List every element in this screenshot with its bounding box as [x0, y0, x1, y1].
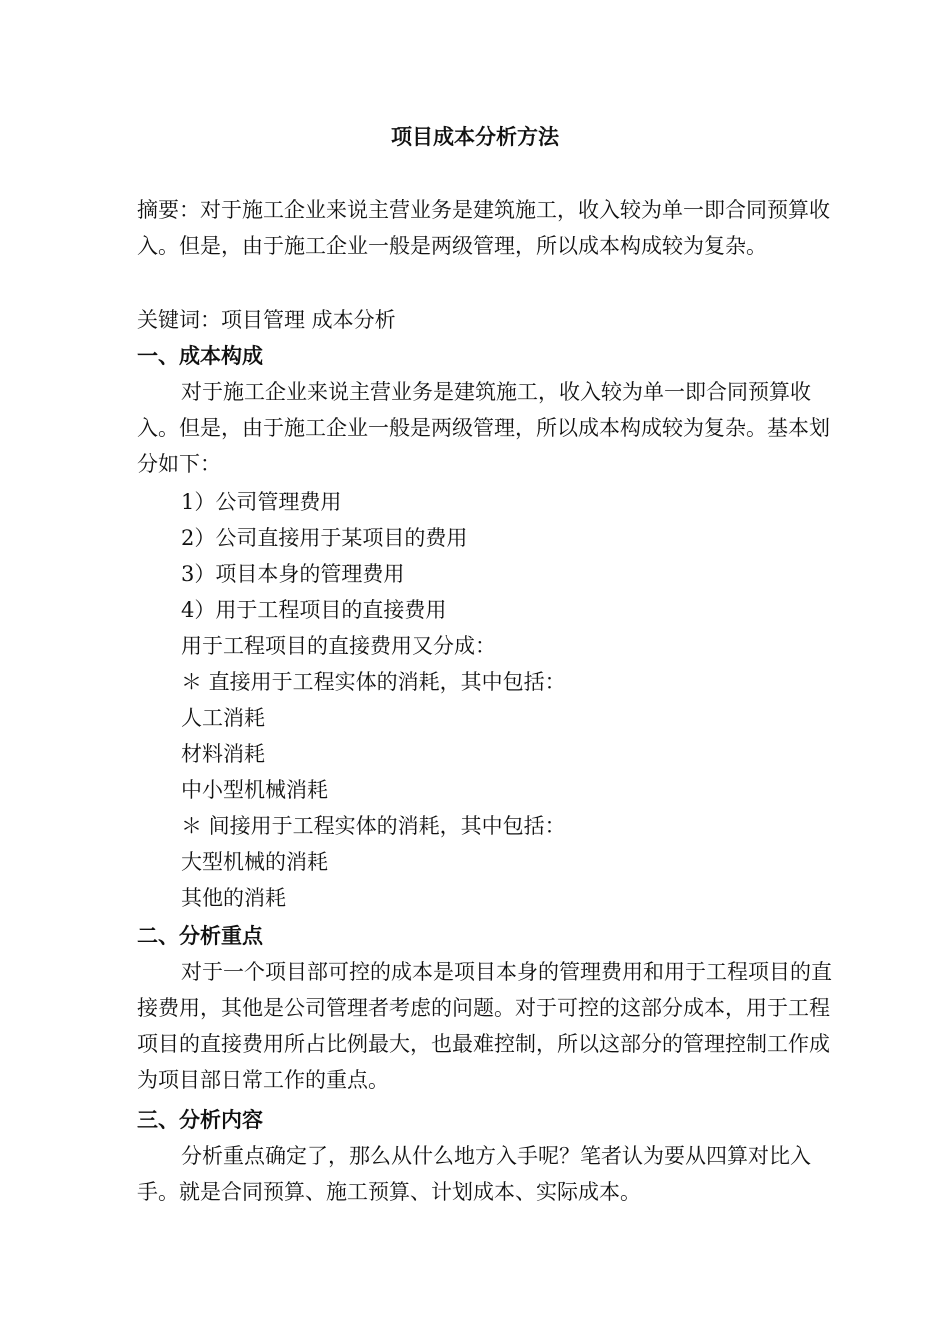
section-heading-analysis-focus: 二、分析重点: [137, 923, 263, 948]
list-item: 1）公司管理费用: [181, 490, 342, 514]
section-body-paragraph: 对于一个项目部可控的成本是项目本身的管理费用和用于工程项目的直接费用，其他是公司管理者考虑的问题。对于可控的这部分成本，用于工程项目的直接费用所占比例最大，也最难控制，所以这部分的管理控制工作成为项目部日常工作的重点。: [137, 960, 832, 1092]
list-item: 中小型机械消耗: [181, 778, 328, 802]
list-item: 大型机械的消耗: [181, 850, 328, 874]
list-item: 3）项目本身的管理费用: [181, 562, 405, 586]
document-title: 项目成本分析方法: [391, 124, 559, 149]
section-heading-cost-composition: 一、成本构成: [137, 343, 263, 368]
keywords-line: 关键词：项目管理 成本分析: [137, 308, 396, 332]
section-heading-analysis-content: 三、分析内容: [137, 1107, 263, 1132]
abstract-paragraph: 摘要：对于施工企业来说主营业务是建筑施工，收入较为单一即合同预算收入。但是，由于施工企业一般是两级管理，所以成本构成较为复杂。: [137, 198, 830, 258]
list-item: 2）公司直接用于某项目的费用: [181, 526, 468, 550]
list-item: 材料消耗: [181, 742, 265, 766]
section-body-paragraph: 分析重点确定了，那么从什么地方入手呢？笔者认为要从四算对比入手。就是合同预算、施工预算、计划成本、实际成本。: [137, 1144, 811, 1204]
list-item: 人工消耗: [181, 706, 265, 730]
list-item: ＊ 直接用于工程实体的消耗，其中包括：: [181, 670, 566, 694]
list-item: 其他的消耗: [181, 886, 286, 910]
list-item: ＊ 间接用于工程实体的消耗，其中包括：: [181, 814, 566, 838]
list-item: 4）用于工程项目的直接费用: [181, 598, 447, 622]
list-item: 用于工程项目的直接费用又分成：: [181, 634, 496, 658]
section-intro-paragraph: 对于施工企业来说主营业务是建筑施工，收入较为单一即合同预算收入。但是，由于施工企业一般是两级管理，所以成本构成较为复杂。基本划分如下：: [137, 380, 830, 476]
